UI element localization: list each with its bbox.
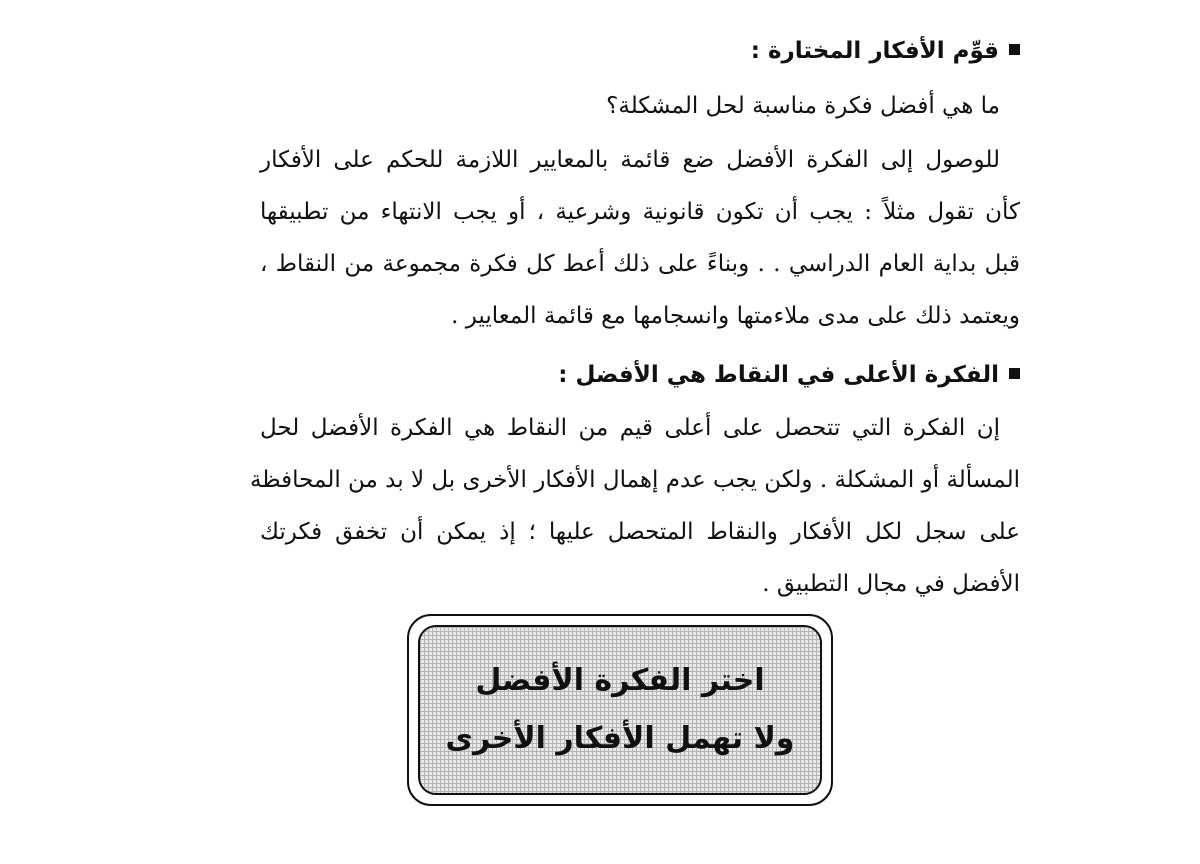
paragraph-line: المسألة أو المشكلة . ولكن يجب عدم إهمال الأفكار الأخرى بل لا بد من المحافظة [249, 467, 1020, 493]
paragraph-line: ويعتمد ذلك على مدى ملاءمتها وانسجامها مع قائمة المعايير . [451, 303, 1020, 329]
paragraph-line: كأن تقول مثلاً : يجب أن تكون قانونية وشرعية ، أو يجب الانتهاء من تطبيقها [260, 199, 1020, 225]
callout-inner-frame [418, 625, 822, 795]
document-page [249, 28, 1020, 610]
paragraph-criteria [260, 134, 1020, 342]
question-line: ما هي أفضل فكرة مناسبة لحل المشكلة؟ [606, 93, 1000, 119]
section-heading-evaluate-ideas [260, 28, 1020, 74]
paragraph-line: الأفضل في مجال التطبيق . [762, 571, 1020, 597]
callout-box [407, 614, 833, 806]
paragraph-line: إن الفكرة التي تتحصل على أعلى قيم من النقاط هي الفكرة الأفضل لحل [260, 415, 1000, 441]
paragraph-best-idea [249, 402, 1020, 610]
paragraph-line: قبل بداية العام الدراسي . . وبناءً على ذلك أعط كل فكرة مجموعة من النقاط ، [260, 251, 1020, 277]
callout-line-2: ولا تهمل الأفكار الأخرى [445, 721, 795, 756]
paragraph-line: على سجل لكل الأفكار والنقاط المتحصل عليها ؛ إذ يمكن أن تخفق فكرتك [260, 519, 1020, 545]
paragraph-line: للوصول إلى الفكرة الأفضل ضع قائمة بالمعايير اللازمة للحكم على الأفكار [260, 147, 1000, 173]
callout-line-1: اختر الفكرة الأفضل [475, 663, 765, 698]
square-bullet-icon [1009, 44, 1020, 55]
section-heading-text: قوِّم الأفكار المختارة : [750, 38, 999, 64]
section-heading-highest-points [260, 352, 1020, 398]
section-heading-text: الفكرة الأعلى في النقاط هي الأفضل : [558, 362, 999, 388]
square-bullet-icon [1009, 368, 1020, 379]
